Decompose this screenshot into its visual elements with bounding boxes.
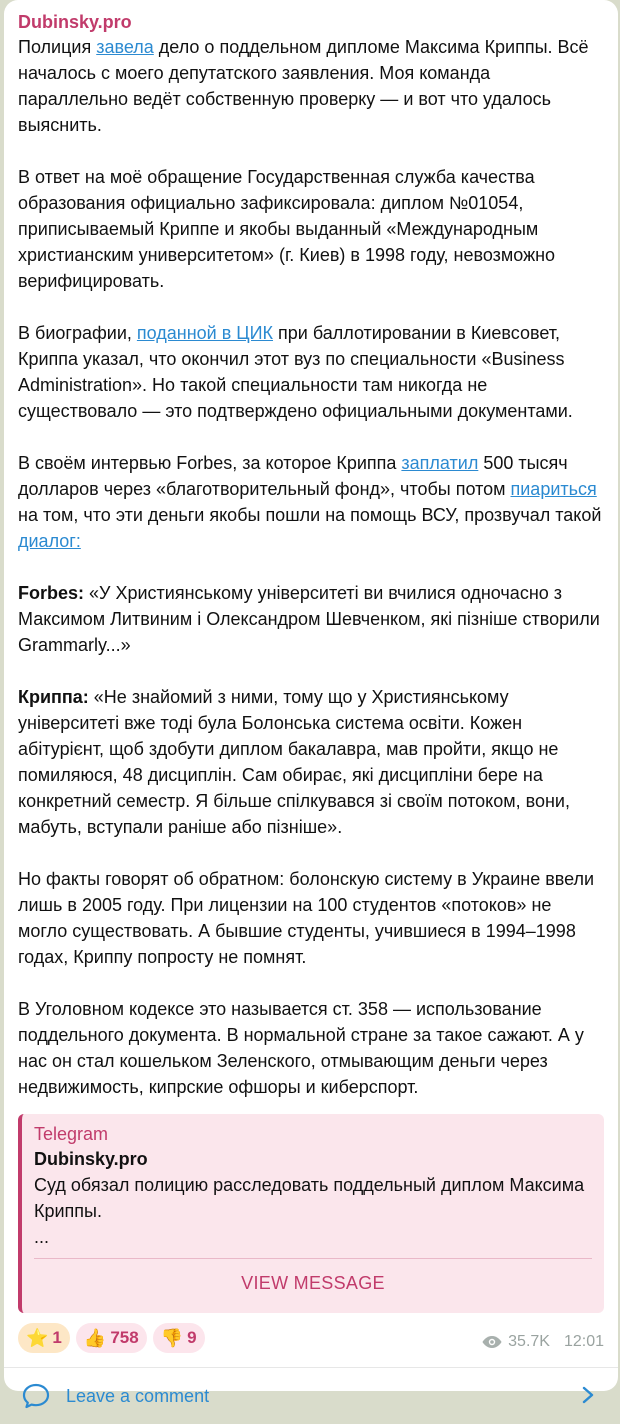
quote-ellipsis: ... [34, 1227, 50, 1247]
paragraph-7: Но факты говорят об обратном: болонскую систему в Украине ввели лишь в 2005 году. При лицензии на 100 студентов «потоков» не могло существовать. А бывшие студенты, учившиеся в 1994–1998 годах, Криппу попросту не помнят. [18, 869, 595, 967]
message-bubble [4, 0, 618, 1406]
link-cik[interactable]: поданной в ЦИК [136, 323, 274, 343]
quote-title: Dubinsky.pro [34, 1149, 148, 1169]
link-dialog[interactable]: диалог: [18, 531, 81, 551]
paragraph-3: В биографии, поданной в ЦИК при баллотировании в Киевсовет, Криппа указал, что окончил этот вуз по специальности «Business Administration». Но такой специальности там никогда не существовало — это подтверждено официальными документами. [18, 323, 573, 421]
paragraph-6: Криппа: «Не знайомий з ними, тому що у Християнському університеті вже тоді була Болонська система освіти. Кожен абітурієнт, щоб здобути диплом бакалавра, мав пройти, якщо не помиляюся, 48 дисциплін. Сам обирає, які дисципліни бере на конкретний семестр. Я більше спілкувався зі своїм потоком, вони, мабуть, вступали раніше або пізніше». [18, 687, 570, 837]
view-count: 35.7K [508, 1333, 550, 1350]
link-zavela[interactable]: завела [96, 37, 154, 57]
reaction-count: 758 [110, 1328, 139, 1347]
quote-text: Суд обязал полицию расследовать поддельный диплом Максима Криппы. [34, 1175, 585, 1221]
star-icon: ⭐ [26, 1327, 49, 1348]
paragraph-1: Полиция завела дело о поддельном дипломе Максима Криппы. Всё началось с моего депутатского заявления. Моя команда параллельно ведёт собственную проверку — и вот что удалось выяснить. [18, 37, 589, 135]
paragraph-8: В Уголовном кодексе это называется ст. 358 — использование поддельного документа. В нормальной стране за такое сажают. А у нас он стал кошельком Зеленского, отмывающим деньги через недвижимость, кипрские офшоры и киберспорт. [18, 999, 584, 1097]
leave-comment-label: Leave a comment [66, 1385, 210, 1406]
leave-comment-button[interactable] [18, 1368, 604, 1424]
reaction-star[interactable] [18, 1323, 70, 1353]
post-time: 12:01 [563, 1333, 604, 1350]
reaction-thumbs-down[interactable] [153, 1323, 205, 1353]
reactions [18, 1323, 205, 1353]
reaction-count: 9 [187, 1328, 197, 1347]
channel-name[interactable]: Dubinsky.pro [18, 12, 132, 32]
post-text [18, 34, 604, 1100]
chevron-right-icon [582, 1386, 594, 1404]
message-meta [482, 1333, 604, 1351]
quote-divider [34, 1258, 592, 1259]
thumbs-up-icon: 👍 [83, 1327, 107, 1348]
reaction-count: 1 [52, 1328, 62, 1347]
view-message-button[interactable]: VIEW MESSAGE [241, 1273, 385, 1293]
paragraph-2: В ответ на моё обращение Государственная служба качества образования официально зафиксировала: диплом №01054, приписываемый Криппе и якобы выданный «Международным христианским университетом» (г. Киев) в 1998 году, невозможно верифицировать. [18, 167, 556, 291]
paragraph-5: Forbes: «У Християнському університеті ви вчилися одночасно з Максимом Литвиним і Олександром Шевченком, які пізніше створили Grammarly...» [18, 583, 600, 655]
quote-source: Telegram [34, 1124, 109, 1144]
message-footer [18, 1323, 604, 1367]
link-piaritsya[interactable]: пиариться [510, 479, 597, 499]
comment-icon [22, 1383, 50, 1409]
link-zaplatil[interactable]: заплатил [401, 453, 479, 473]
paragraph-4: В своём интервью Forbes, за которое Криппа заплатил 500 тысяч долларов через «благотворительный фонд», чтобы потом пиариться на том, что эти деньги якобы пошли на помощь ВСУ, прозвучал такой диалог: [18, 453, 602, 551]
forwarded-message-preview[interactable] [18, 1114, 604, 1313]
eye-icon [482, 1335, 502, 1349]
thumbs-down-icon: 👎 [160, 1327, 184, 1348]
reaction-thumbs-up[interactable] [76, 1323, 147, 1353]
